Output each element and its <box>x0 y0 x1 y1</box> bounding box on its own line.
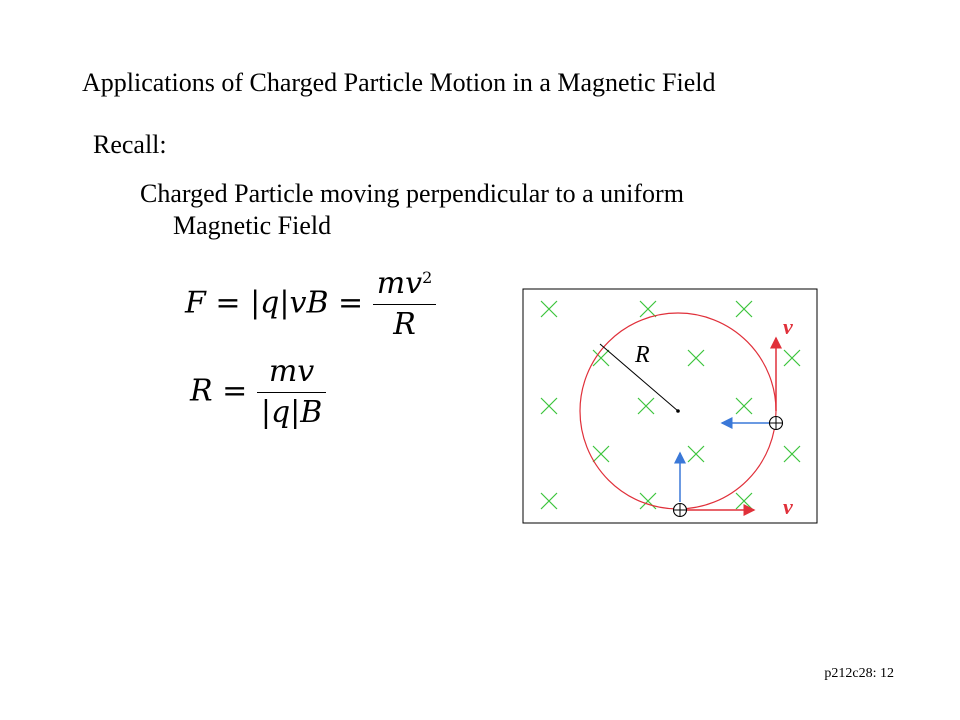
force-vb: vB <box>289 285 329 321</box>
radius-lhs: R <box>190 373 213 409</box>
force-denominator: R <box>393 307 416 342</box>
charge-plus-icon <box>770 417 783 430</box>
force-fraction <box>373 264 437 345</box>
velocity-label-bottom: v <box>783 494 793 519</box>
slide-footer: p212c28: 12 <box>824 666 894 681</box>
force-equals-2: = <box>338 285 364 321</box>
radius-numerator: mv <box>257 352 326 393</box>
radius-equation <box>190 352 326 433</box>
force-q: q <box>260 285 280 321</box>
recall-label: Recall: <box>93 130 167 159</box>
force-equation <box>185 264 436 345</box>
force-equals-1: = <box>215 285 241 321</box>
force-abs-open: | <box>250 285 261 321</box>
radius-denominator: |q|B <box>260 395 323 430</box>
magnetic-field-diagram <box>522 288 818 524</box>
description-line-1: Charged Particle moving perpendicular to a uniform <box>140 179 684 208</box>
radius-label: R <box>635 342 650 368</box>
description-line-2: Magnetic Field <box>173 211 332 240</box>
velocity-label-top: v <box>783 314 793 339</box>
radius-fraction <box>257 352 326 433</box>
radius-equals: = <box>222 373 248 409</box>
force-abs-close: | <box>279 285 290 321</box>
diagram-border <box>523 289 817 523</box>
charge-plus-icon <box>674 504 687 517</box>
slide-title: Applications of Charged Particle Motion in a Magnetic Field <box>82 68 716 97</box>
force-numerator: $mv^2$ <box>373 264 437 305</box>
force-lhs: F <box>185 285 206 321</box>
description-text <box>140 178 840 242</box>
force-exponent: 2 <box>422 268 433 287</box>
